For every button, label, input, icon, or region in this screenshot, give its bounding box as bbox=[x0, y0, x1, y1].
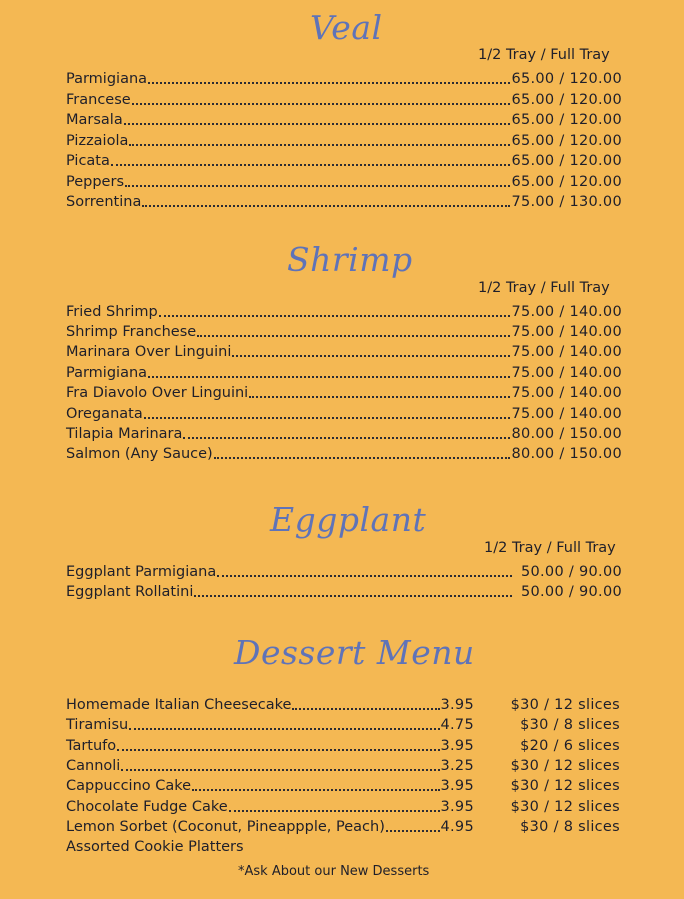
leader-dots bbox=[129, 728, 439, 730]
item-price: 75.00 / 140.00 bbox=[511, 324, 622, 340]
item-price: 65.00 / 120.00 bbox=[511, 133, 622, 149]
leader-dots bbox=[232, 355, 510, 357]
platter-price: $20 / 6 slices bbox=[520, 738, 620, 754]
item-name: Tartufo bbox=[66, 738, 117, 754]
item-name: Tilapia Marinara bbox=[66, 426, 183, 442]
item-price: 65.00 / 120.00 bbox=[511, 112, 622, 128]
item-name: Fried Shrimp bbox=[66, 304, 158, 320]
leader-dots bbox=[117, 749, 439, 751]
menu-item bbox=[66, 424, 622, 444]
menu-item bbox=[66, 817, 620, 837]
menu-item bbox=[66, 736, 620, 756]
item-price: 75.00 / 140.00 bbox=[511, 365, 622, 381]
leader-dots bbox=[386, 830, 440, 832]
item-price: 4.75 bbox=[440, 717, 474, 733]
item-price: 65.00 / 120.00 bbox=[511, 71, 622, 87]
menu-item bbox=[66, 444, 622, 464]
eggplant-tray-header: 1/2 Tray / Full Tray bbox=[484, 540, 616, 556]
leader-dots bbox=[249, 396, 510, 398]
item-price: 65.00 / 120.00 bbox=[511, 92, 622, 108]
menu-item bbox=[66, 383, 622, 403]
item-price: 75.00 / 140.00 bbox=[511, 385, 622, 401]
item-price: 80.00 / 150.00 bbox=[511, 426, 622, 442]
menu-item bbox=[66, 776, 620, 796]
menu-item bbox=[66, 151, 622, 171]
eggplant-title: Eggplant bbox=[270, 500, 427, 539]
leader-dots bbox=[124, 123, 511, 125]
shrimp-tray-header: 1/2 Tray / Full Tray bbox=[478, 280, 610, 296]
menu-item bbox=[66, 756, 620, 776]
item-price: 75.00 / 140.00 bbox=[511, 344, 622, 360]
item-name: Tiramisu bbox=[66, 717, 129, 733]
leader-dots bbox=[194, 595, 512, 597]
shrimp-title: Shrimp bbox=[287, 240, 413, 279]
item-price: 65.00 / 120.00 bbox=[511, 174, 622, 190]
item-name: Picata bbox=[66, 153, 110, 169]
item-price: 65.00 / 120.00 bbox=[511, 153, 622, 169]
leader-dots bbox=[183, 437, 510, 439]
item-name: Marinara Over Linguini bbox=[66, 344, 232, 360]
menu-item bbox=[66, 192, 622, 212]
item-price: 80.00 / 150.00 bbox=[511, 446, 622, 462]
veal-tray-header: 1/2 Tray / Full Tray bbox=[478, 47, 610, 63]
menu-item bbox=[66, 342, 622, 362]
menu-item bbox=[66, 695, 620, 715]
menu-item bbox=[66, 172, 622, 192]
menu-item bbox=[66, 797, 620, 817]
item-name: Oreganata bbox=[66, 406, 143, 422]
leader-dots bbox=[125, 185, 510, 187]
item-name: Eggplant Rollatini bbox=[66, 584, 194, 600]
dessert-title: Dessert Menu bbox=[234, 633, 475, 672]
leader-dots bbox=[148, 82, 510, 84]
item-name: Parmigiana bbox=[66, 365, 148, 381]
leader-dots bbox=[121, 769, 439, 771]
item-price: 3.95 bbox=[440, 738, 474, 754]
item-price: 3.95 bbox=[440, 697, 474, 713]
item-price: 3.95 bbox=[440, 778, 474, 794]
item-name: Marsala bbox=[66, 112, 123, 128]
platter-price: $30 / 12 slices bbox=[510, 778, 620, 794]
platter-price: $30 / 8 slices bbox=[520, 717, 620, 733]
menu-item bbox=[66, 715, 620, 735]
item-price: 3.95 bbox=[440, 799, 474, 815]
platter-price: $30 / 12 slices bbox=[510, 697, 620, 713]
item-name: Sorrentina bbox=[66, 194, 142, 210]
item-price: 4.95 bbox=[440, 819, 474, 835]
leader-dots bbox=[129, 144, 510, 146]
item-price: 3.25 bbox=[440, 758, 474, 774]
leader-dots bbox=[217, 575, 512, 577]
item-price: 75.00 / 140.00 bbox=[511, 304, 622, 320]
new-desserts-note: *Ask About our New Desserts bbox=[238, 864, 430, 879]
menu-item bbox=[66, 404, 622, 424]
menu-item bbox=[66, 322, 622, 342]
platter-price: $30 / 8 slices bbox=[520, 819, 620, 835]
menu-item bbox=[66, 562, 622, 582]
menu-item bbox=[66, 302, 622, 322]
platter-price: $30 / 12 slices bbox=[510, 758, 620, 774]
leader-dots bbox=[159, 315, 511, 317]
item-name: Cannoli bbox=[66, 758, 121, 774]
leader-dots bbox=[148, 376, 510, 378]
item-price: 75.00 / 140.00 bbox=[511, 406, 622, 422]
item-name: Shrimp Franchese bbox=[66, 324, 197, 340]
veal-title: Veal bbox=[310, 8, 383, 47]
menu-item bbox=[66, 90, 622, 110]
menu-item bbox=[66, 110, 622, 130]
leader-dots bbox=[197, 335, 510, 337]
leader-dots bbox=[144, 417, 511, 419]
item-price: 50.00 / 90.00 bbox=[520, 584, 622, 600]
menu-item bbox=[66, 131, 622, 151]
item-name: Homemade Italian Cheesecake bbox=[66, 697, 292, 713]
item-price: 75.00 / 130.00 bbox=[511, 194, 622, 210]
leader-dots bbox=[132, 103, 511, 105]
leader-dots bbox=[111, 164, 511, 166]
leader-dots bbox=[192, 789, 439, 791]
item-name: Fra Diavolo Over Linguini bbox=[66, 385, 249, 401]
leader-dots bbox=[292, 708, 439, 710]
leader-dots bbox=[214, 457, 511, 459]
platter-price: $30 / 12 slices bbox=[510, 799, 620, 815]
item-name: Francese bbox=[66, 92, 131, 108]
item-name: Pizzaiola bbox=[66, 133, 129, 149]
item-price: 50.00 / 90.00 bbox=[520, 564, 622, 580]
menu-item bbox=[66, 582, 622, 602]
item-name: Lemon Sorbet (Coconut, Pineappple, Peach) bbox=[66, 819, 385, 835]
item-name: Cappuccino Cake bbox=[66, 778, 192, 794]
item-name: Peppers bbox=[66, 174, 124, 190]
leader-dots bbox=[142, 205, 510, 207]
item-name: Parmigiana bbox=[66, 71, 148, 87]
leader-dots bbox=[229, 810, 440, 812]
menu-item bbox=[66, 69, 622, 89]
cookie-platters-item: Assorted Cookie Platters bbox=[66, 839, 244, 855]
item-name: Salmon (Any Sauce) bbox=[66, 446, 213, 462]
item-name: Chocolate Fudge Cake bbox=[66, 799, 228, 815]
item-name: Eggplant Parmigiana bbox=[66, 564, 217, 580]
menu-item bbox=[66, 363, 622, 383]
